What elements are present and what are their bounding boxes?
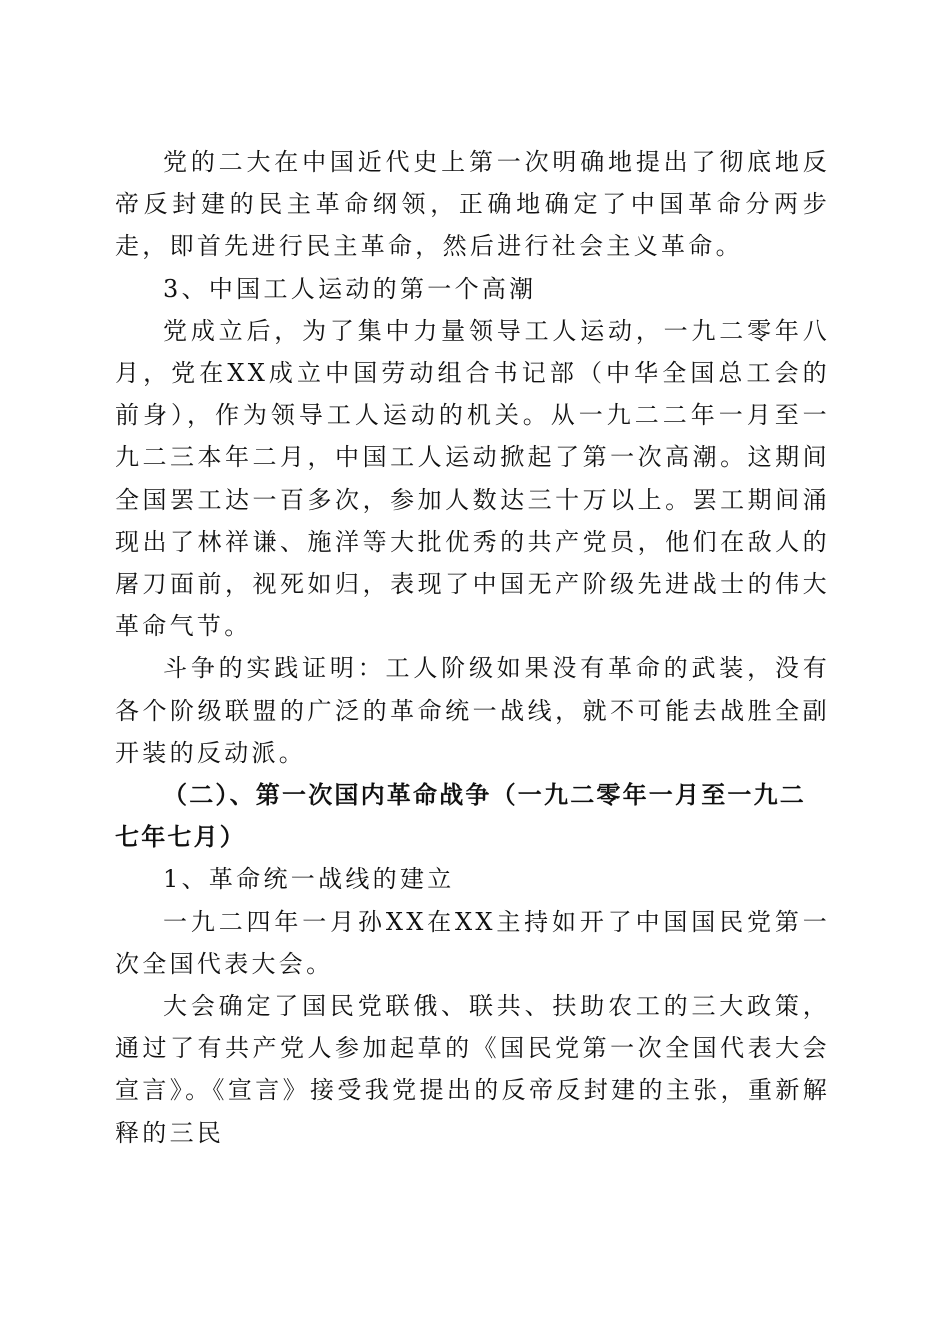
section-heading-workers-movement: 3、中国工人运动的第一个高潮 bbox=[163, 274, 537, 303]
document-body bbox=[115, 141, 830, 1154]
paragraph-kmt-congress: 一九二四年一月孙XX在XX主持如开了中国国民党第一次全国代表大会。 bbox=[115, 907, 830, 978]
section-heading-united-front: 1、革命统一战线的建立 bbox=[163, 865, 455, 894]
chapter-heading-first-revolutionary-war: （二）、第一次国内革命战争（一九二零年一月至一九二七年七月） bbox=[115, 780, 806, 852]
paragraph-struggle-lesson: 斗争的实践证明：工人阶级如果没有革命的武装，没有各个阶级联盟的广泛的革命统一战线，就不可能去战胜全副开装的反动派。 bbox=[115, 654, 830, 767]
paragraph-second-congress: 党的二大在中国近代史上第一次明确地提出了彻底地反帝反封建的民主革命纲领，正确地确定了中国革命分两步走，即首先进行民主革命，然后进行社会主义革命。 bbox=[115, 148, 830, 261]
paragraph-labor-secretariat: 党成立后，为了集中力量领导工人运动，一九二零年八月，党在XX成立中国劳动组合书记部（中华全国总工会的前身），作为领导工人运动的机关。从一九二二年一月至一九二三本年二月，中国工人运动掀起了第一次高潮。这期间全国罢工达一百多次，参加人数达三十万以上。罢工期间涌现出了林祥谦、施洋等大批优秀的共产党员，他们在敌人的屠刀面前，视死如归，表现了中国无产阶级先进战士的伟大革命气节。 bbox=[115, 316, 830, 641]
paragraph-three-policies: 大会确定了国民党联俄、联共、扶助农工的三大政策，通过了有共产党人参加起草的《国民党第一次全国代表大会宣言》。《宣言》接受我党提出的反帝反封建的主张，重新解释的三民 bbox=[115, 992, 830, 1147]
